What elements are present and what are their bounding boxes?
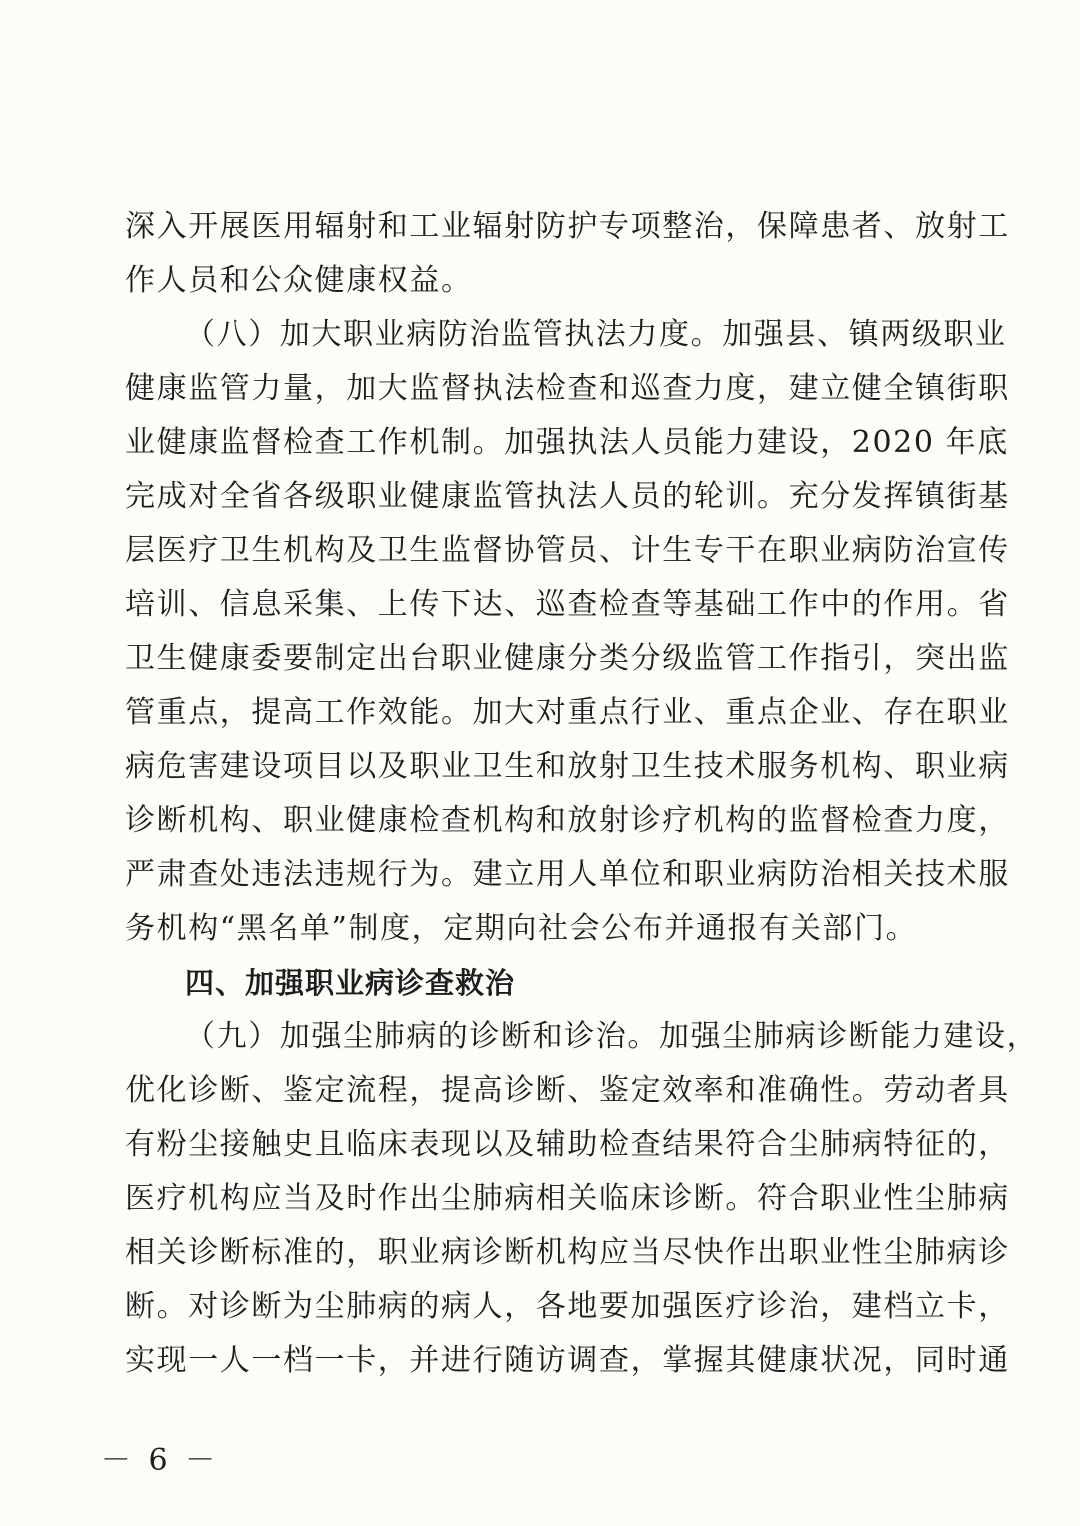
text-line: 断。对诊断为尘肺病的病人，各地要加强医疗诊治，建档立卡， xyxy=(125,1289,1010,1324)
text-line: 有粉尘接触史且临床表现以及辅助检查结果符合尘肺病特征的， xyxy=(125,1127,1010,1162)
document-body xyxy=(125,200,1039,1388)
text-line: 实现一人一档一卡，并进行随访调查，掌握其健康状况，同时通 xyxy=(125,1343,1010,1378)
text-line: 管重点，提高工作效能。加大对重点行业、重点企业、存在职业 xyxy=(125,695,1010,730)
text-line: 诊断机构、职业健康检查机构和放射诊疗机构的监督检查力度， xyxy=(125,803,1010,838)
text-line: 卫生健康委要制定出台职业健康分类分级监管工作指引，突出监 xyxy=(125,641,1010,676)
text-line: 相关诊断标准的，职业病诊断机构应当尽快作出职业性尘肺病诊 xyxy=(125,1235,1010,1270)
section-heading: 四、加强职业病诊查救治 xyxy=(185,966,516,1000)
text-line: 层医疗卫生机构及卫生监督协管员、计生专干在职业病防治宣传 xyxy=(125,533,1010,568)
text-line: 培训、信息采集、上传下达、巡查检查等基础工作中的作用。省 xyxy=(125,587,1010,622)
text-line: 深入开展医用辐射和工业辐射防护专项整治，保障患者、放射工 xyxy=(125,209,1010,244)
paragraph-9-heading-line: （九）加强尘肺病的诊断和诊治。加强尘肺病诊断能力建设， xyxy=(185,1019,1039,1054)
text-line: 健康监管力量，加大监督执法检查和巡查力度，建立健全镇街职 xyxy=(125,371,1010,406)
paragraph-8-heading-line: （八）加大职业病防治监管执法力度。加强县、镇两级职业 xyxy=(185,317,1007,352)
text-line: 医疗机构应当及时作出尘肺病相关临床诊断。符合职业性尘肺病 xyxy=(125,1181,1010,1216)
text-line: 严肃查处违法违规行为。建立用人单位和职业病防治相关技术服 xyxy=(125,857,1010,892)
text-line: 病危害建设项目以及职业卫生和放射卫生技术服务机构、职业病 xyxy=(125,749,1010,784)
text-line: 完成对全省各级职业健康监管执法人员的轮训。充分发挥镇街基 xyxy=(125,479,1010,514)
text-line: 务机构“黑名单”制度，定期向社会公布并通报有关部门。 xyxy=(125,911,918,946)
text-line: 作人员和公众健康权益。 xyxy=(125,263,473,298)
text-line: 优化诊断、鉴定流程，提高诊断、鉴定效率和准确性。劳动者具 xyxy=(125,1073,1010,1108)
page-number: － 6 － xyxy=(100,1443,220,1478)
text-line: 业健康监督检查工作机制。加强执法人员能力建设，2020 年底 xyxy=(125,425,1009,460)
